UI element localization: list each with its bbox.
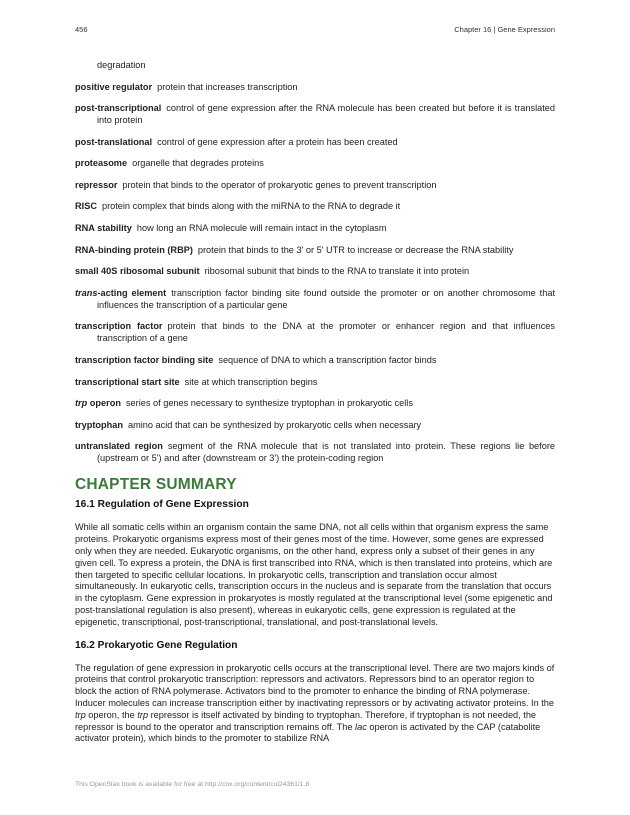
glossary-definition: segment of the RNA molecule that is not translated into protein. These regions lie before (upstream or 5') and after (downstream or 3') the protein-coding region <box>97 441 555 464</box>
section-heading: 16.1 Regulation of Gene Expression <box>75 499 249 511</box>
glossary-definition: protein that binds to the operator of prokaryotic genes to prevent transcription <box>122 179 437 190</box>
glossary-term: transcription factor <box>75 321 163 332</box>
glossary-definition: control of gene expression after the RNA molecule has been created but before it is translated into protein <box>97 103 555 126</box>
glossary-entry <box>75 179 555 191</box>
glossary-entry <box>75 320 555 344</box>
glossary-term: proteasome <box>75 158 128 169</box>
glossary-term: trans-acting element <box>75 287 167 298</box>
glossary-definition: protein complex that binds along with the miRNA to the RNA to degrade it <box>101 201 401 212</box>
glossary-term: small 40S ribosomal subunit <box>75 266 200 277</box>
glossary-entry <box>75 419 555 431</box>
glossary-term: RNA-binding protein (RBP) <box>75 244 193 255</box>
glossary-entry <box>75 287 555 311</box>
glossary-term: RNA stability <box>75 223 132 234</box>
glossary-definition: organelle that degrades proteins <box>132 158 264 169</box>
glossary-term: positive regulator <box>75 81 153 92</box>
glossary-term: post-translational <box>75 136 153 147</box>
glossary-entry <box>75 200 555 212</box>
glossary-entry <box>75 376 555 388</box>
continuation-text: degradation <box>97 60 146 70</box>
section-paragraph: The regulation of gene expression in prokaryotic cells occurs at the transcriptional level. There are two majors kinds of proteins that control prokaryotic transcription: repressors and activators. Repressors bind to an operator region to block the action of RNA polymerase. Activators bind to the promoter to enhance the binding of RNA polymerase. Inducer molecules can increase transcription either by inactivating repressors or by activating activator proteins. In the trp operon, the trp repressor is itself activated by binding to tryptophan. Therefore, if tryptophan is not needed, the repressor is bound to the operator and transcription remains off. The lac operon is activated by the CAP (catabolite activator protein), which binds to the promoter to stabilize RNA <box>75 662 555 744</box>
glossary-entry <box>75 102 555 126</box>
glossary-term: RISC <box>75 201 97 212</box>
glossary-term: transcriptional start site <box>75 376 180 387</box>
glossary-list <box>75 81 555 465</box>
glossary-term: post-transcriptional <box>75 103 162 114</box>
glossary-entry <box>75 354 555 366</box>
glossary-definition: ribosomal subunit that binds to the RNA to translate it into protein <box>204 266 470 277</box>
glossary-term: tryptophan <box>75 419 123 430</box>
glossary-term-italic: trans <box>75 287 98 298</box>
section-paragraph: While all somatic cells within an organism contain the same DNA, not all cells within that organism express the same proteins. Prokaryotic organisms express most of their genes most of the time. However, some genes are expressed only when they are needed. Eukaryotic organisms, on the other hand, express only a subset of their genes in any given cell. To express a protein, the DNA is first transcribed into RNA, which is then translated into proteins, which are then targeted to specific cellular locations. In prokaryotic cells, transcription and translation occur almost simultaneously. In eukaryotic cells, transcription occurs in the nucleus and is separate from the translation that occurs in the cytoplasm. Gene expression in prokaryotes is mostly regulated at the transcriptional level (some epigenetic and post-translational regulation is also present), whereas in eukaryotic cells, gene expression is regulated at the epigenetic, transcriptional, post-transcriptional, translational, and post-translational levels. <box>75 522 553 627</box>
glossary-term-italic: trp <box>75 398 88 409</box>
glossary-entry <box>75 244 555 256</box>
chapter-title: Chapter 16 | Gene Expression <box>454 25 555 34</box>
glossary-definition: control of gene expression after a protein has been created <box>157 136 398 147</box>
glossary-definition: series of genes necessary to synthesize tryptophan in prokaryotic cells <box>125 398 413 409</box>
glossary-definition: protein that binds to the DNA at the promoter or enhancer region and that influences transcription of a gene <box>97 321 556 344</box>
glossary-term: repressor <box>75 179 118 190</box>
glossary-definition: amino acid that can be synthesized by prokaryotic cells when necessary <box>127 419 422 430</box>
glossary-definition: site at which transcription begins <box>184 376 318 387</box>
glossary-entry <box>75 440 555 464</box>
glossary-term: transcription factor binding site <box>75 355 214 366</box>
glossary-entry <box>75 81 555 93</box>
glossary-definition: sequence of DNA to which a transcription factor binds <box>218 355 437 366</box>
glossary-entry <box>75 222 555 234</box>
page-number: 456 <box>75 25 88 34</box>
glossary-definition: protein that binds to the 3' or 5' UTR to increase or decrease the RNA stability <box>197 244 514 255</box>
glossary-entry <box>75 265 555 277</box>
page-content <box>75 59 555 756</box>
glossary-term: untranslated region <box>75 441 163 452</box>
chapter-summary-heading: CHAPTER SUMMARY <box>75 476 237 494</box>
section-heading: 16.2 Prokaryotic Gene Regulation <box>75 639 238 651</box>
glossary-entry <box>75 397 555 409</box>
glossary-entry <box>75 157 555 169</box>
glossary-definition: protein that increases transcription <box>157 81 298 92</box>
glossary-definition: transcription factor binding site found outside the promoter or on another chromosome that influences the transcription of a particular gene <box>97 287 555 310</box>
glossary-entry <box>75 136 555 148</box>
glossary-definition: how long an RNA molecule will remain intact in the cytoplasm <box>136 223 387 234</box>
page-footer: This OpenStax book is available for free at http://cnx.org/content/col24361/1.8 <box>75 781 310 788</box>
glossary-term: trp operon <box>75 398 121 409</box>
